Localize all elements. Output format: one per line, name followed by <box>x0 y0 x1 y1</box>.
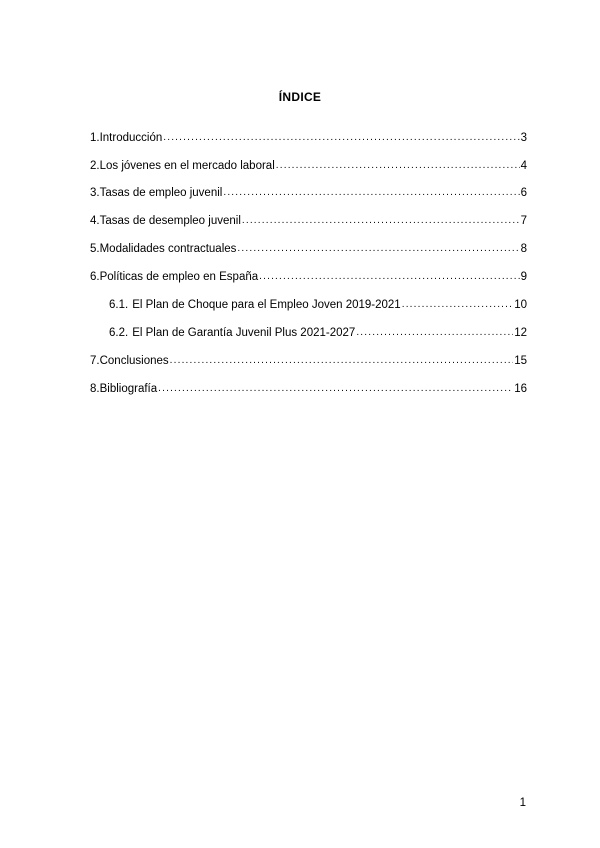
toc-dot-leader <box>402 298 513 310</box>
toc-entry-label: El Plan de Choque para el Empleo Joven 2019-2021 <box>132 299 401 311</box>
toc-title: ÍNDICE <box>278 90 322 104</box>
toc-entry-label: Tasas de desempleo juvenil <box>99 215 241 227</box>
toc-dot-leader <box>356 326 513 338</box>
toc-entry-jovenes-mercado-laboral[interactable] <box>90 160 527 176</box>
toc-entry-label: Introducción <box>99 132 163 144</box>
toc-dot-leader <box>223 186 519 198</box>
toc-entry-label: Bibliografía <box>99 383 158 395</box>
toc-entry-number: 8. <box>90 383 100 395</box>
page-number: 1 <box>519 797 526 809</box>
toc-dot-leader <box>259 270 519 282</box>
toc-entry-introduccion[interactable] <box>90 132 527 148</box>
toc-entry-label: El Plan de Garantía Juvenil Plus 2021-2027 <box>132 327 356 339</box>
toc-entry-plan-de-choque[interactable] <box>109 299 527 315</box>
toc-entry-bibliografia[interactable] <box>90 383 527 399</box>
toc-entry-label: Tasas de empleo juvenil <box>99 187 223 199</box>
toc-entry-label: Los jóvenes en el mercado laboral <box>99 160 275 172</box>
toc-entry-number: 1. <box>90 132 100 144</box>
toc-entry-page: 4 <box>520 160 527 172</box>
toc-entry-page: 16 <box>514 383 527 395</box>
toc-dot-leader <box>163 131 519 143</box>
toc-entry-page: 15 <box>514 355 527 367</box>
toc-entry-politicas-empleo[interactable] <box>90 271 527 287</box>
toc-entry-page: 12 <box>514 327 527 339</box>
toc-entry-number: 6.2. <box>109 327 129 339</box>
toc-entry-tasas-empleo[interactable] <box>90 187 527 203</box>
toc-entry-number: 4. <box>90 215 100 227</box>
toc-dot-leader <box>242 214 520 226</box>
toc-entry-number: 7. <box>90 355 100 367</box>
toc-entry-page: 10 <box>514 299 527 311</box>
toc-entry-label: Políticas de empleo en España <box>99 271 259 283</box>
toc-entry-page: 8 <box>520 243 527 255</box>
toc-entry-page: 3 <box>520 132 527 144</box>
toc-entry-number: 2. <box>90 160 100 172</box>
toc-entry-modalidades-contractuales[interactable] <box>90 243 527 259</box>
toc-dot-leader <box>276 159 520 171</box>
toc-entry-number: 5. <box>90 243 100 255</box>
toc-entry-page: 6 <box>520 187 527 199</box>
toc-dot-leader <box>237 242 519 254</box>
toc-entry-number: 6. <box>90 271 100 283</box>
toc-dot-leader <box>170 354 514 366</box>
toc-entry-garantia-juvenil-plus[interactable] <box>109 327 527 343</box>
toc-dot-leader <box>158 382 513 394</box>
toc-entry-number: 3. <box>90 187 100 199</box>
toc-entry-label: Conclusiones <box>99 355 169 367</box>
toc-entry-number: 6.1. <box>109 299 129 311</box>
toc-entry-label: Modalidades contractuales <box>99 243 237 255</box>
toc-entry-conclusiones[interactable] <box>90 355 527 371</box>
toc-entry-page: 9 <box>520 271 527 283</box>
toc-entry-page: 7 <box>520 215 527 227</box>
toc-entry-tasas-desempleo[interactable] <box>90 215 527 231</box>
